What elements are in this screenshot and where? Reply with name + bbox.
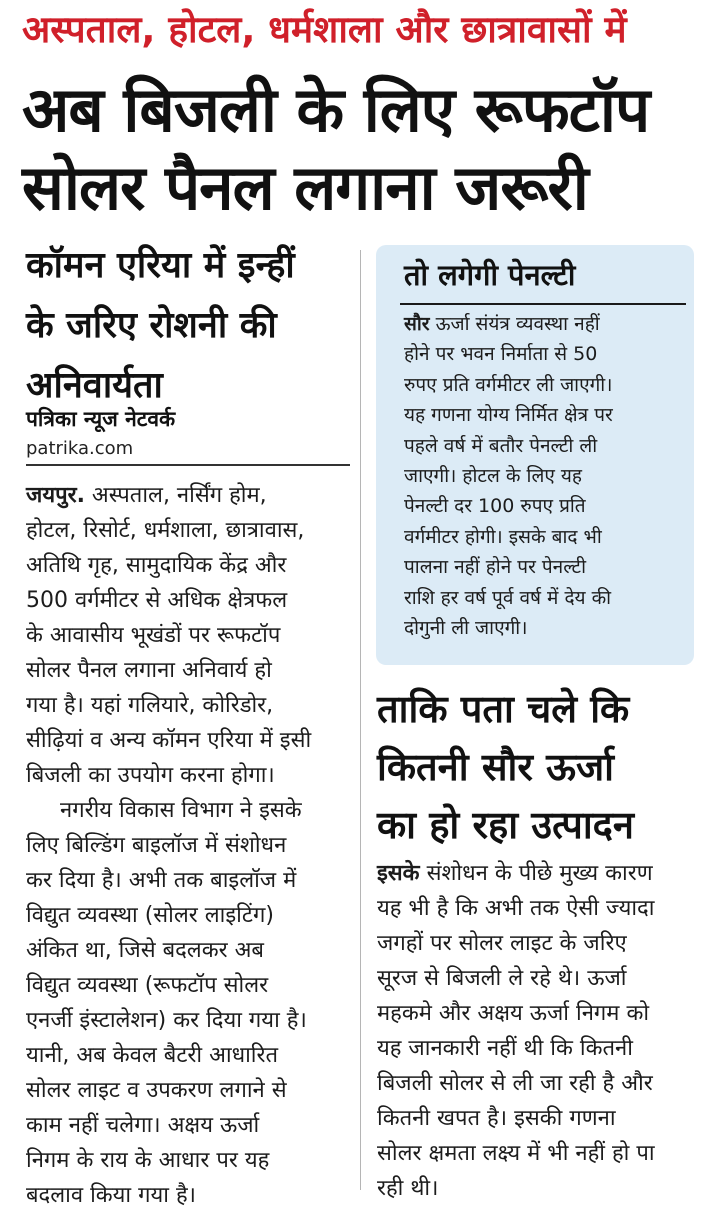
body-line: रही थी।	[377, 1176, 439, 1201]
body-line: अतिथि गृह, सामुदायिक केंद्र और	[26, 553, 287, 578]
boxout-line: पालना नहीं होने पर पेनल्टी	[404, 556, 587, 579]
subheadline-right-line: का हो रहा उत्पादन	[377, 803, 634, 847]
body-line: काम नहीं चलेगा। अक्षय ऊर्जा	[26, 1113, 260, 1138]
subheadline-left-line: के जरिए रोशनी की	[26, 305, 277, 346]
subheadline-left-line: कॉमन एरिया में इन्हीं	[26, 245, 295, 286]
subheadline-right	[377, 680, 697, 854]
subheadline-left	[26, 236, 356, 416]
body-line: लिए बिल्डिंग बाइलॉज में संशोधन	[26, 833, 287, 858]
body-line: जगहों पर सोलर लाइट के जरिए	[377, 931, 627, 956]
headline-line-2: सोलर पैनल लगाना जरूरी	[22, 151, 588, 224]
body-line: महकमे और अक्षय ऊर्जा निगम को	[377, 1001, 650, 1026]
body-line: के आवासीय भूखंडों पर रूफटॉप	[26, 623, 281, 648]
body-line: बदलाव किया गया है।	[26, 1183, 196, 1208]
boxout-title-rule	[400, 303, 686, 305]
body-line: निगम के राय के आधार पर यह	[26, 1148, 270, 1173]
boxout-line: होने पर भवन निर्माता से 50	[404, 343, 598, 366]
boxout-title: तो लगेगी पेनल्टी	[404, 258, 576, 292]
body-line: यानी, अब केवल बैटरी आधारित	[26, 1043, 279, 1068]
dateline: जयपुर.	[26, 483, 85, 508]
column-divider	[360, 250, 361, 1190]
boxout-line: पहले वर्ष में बतौर पेनल्टी ली	[404, 434, 598, 457]
body-line: नगरीय विकास विभाग ने इसके	[60, 798, 302, 823]
body-line: अंकित था, जिसे बदलकर अब	[26, 938, 264, 963]
body-line: सीढ़ियां व अन्य कॉमन एरिया में इसी	[26, 728, 312, 753]
headline-line-1: अब बिजली के लिए रूफटॉप	[22, 73, 650, 146]
boxout-line: यह गणना योग्य निर्मित क्षेत्र पर	[404, 404, 613, 427]
byline: पत्रिका न्यूज नेटवर्क	[26, 407, 176, 431]
boxout-line: वर्गमीटर होगी। इसके बाद भी	[404, 525, 602, 548]
body-line: सोलर पैनल लगाना अनिवार्य हो	[26, 658, 272, 683]
body-line: विद्युत व्यवस्था (सोलर लाइटिंग)	[26, 903, 274, 928]
body-line: कर दिया है। अभी तक बाइलॉज में	[26, 868, 297, 893]
subheadline-right-line: ताकि पता चले कि	[377, 687, 630, 731]
body-line: सोलर लाइट व उपकरण लगाने से	[26, 1078, 287, 1103]
body-line	[26, 478, 352, 513]
boxout-line: राशि हर वर्ष पूर्व वर्ष में देय की	[404, 586, 612, 609]
subheadline-left-line: अनिवार्यता	[26, 365, 163, 406]
boxout-line: रुपए प्रति वर्गमीटर ली जाएगी।	[404, 373, 613, 396]
body-line: होटल, रिसोर्ट, धर्मशाला, छात्रावास,	[26, 518, 305, 543]
boxout-line: पेनल्टी दर 100 रुपए प्रति	[404, 495, 586, 518]
boxout-line-text: ऊर्जा संयंत्र व्यवस्था नहीं	[429, 313, 600, 335]
kicker-headline: अस्पताल, होटल, धर्मशाला और छात्रावासों में	[22, 8, 627, 51]
body-line: यह जानकारी नहीं थी कि कितनी	[377, 1036, 633, 1061]
body-line: एनर्जी इंस्टालेशन) कर दिया गया है।	[26, 1008, 307, 1033]
right-lead: इसके	[377, 861, 420, 886]
body-line: बिजली का उपयोग करना होगा।	[26, 763, 275, 788]
boxout-line: दोगुनी ली जाएगी।	[404, 617, 528, 640]
boxout-line	[404, 309, 689, 339]
body-line: गया है। यहां गलियारे, कोरिडोर,	[26, 693, 274, 718]
body-line: विद्युत व्यवस्था (रूफटॉप सोलर	[26, 973, 269, 998]
body-line	[377, 856, 695, 891]
body-line-text: अस्पताल, नर्सिंग होम,	[84, 483, 267, 508]
body-line: 500 वर्गमीटर से अधिक क्षेत्रफल	[26, 588, 288, 613]
body-line: बिजली सोलर से ली जा रही है और	[377, 1071, 653, 1096]
body-line: यह भी है कि अभी तक ऐसी ज्यादा	[377, 896, 655, 921]
penalty-boxout	[376, 245, 694, 665]
website: patrika.com	[26, 438, 134, 459]
boxout-line: जाएगी। होटल के लिए यह	[404, 465, 582, 488]
body-line-text: संशोधन के पीछे मुख्य कारण	[419, 861, 653, 886]
body-line: सोलर क्षमता लक्ष्य में भी नहीं हो पा	[377, 1141, 655, 1166]
boxout-lead: सौर	[404, 313, 430, 335]
body-line: सूरज से बिजली ले रहे थे। ऊर्जा	[377, 966, 627, 991]
left-column-body	[26, 478, 352, 1213]
right-column-body	[377, 856, 695, 1206]
byline-rule	[26, 464, 350, 466]
subheadline-right-line: कितनी सौर ऊर्जा	[377, 745, 615, 789]
boxout-body	[404, 309, 689, 643]
body-line: कितनी खपत है। इसकी गणना	[377, 1106, 616, 1131]
